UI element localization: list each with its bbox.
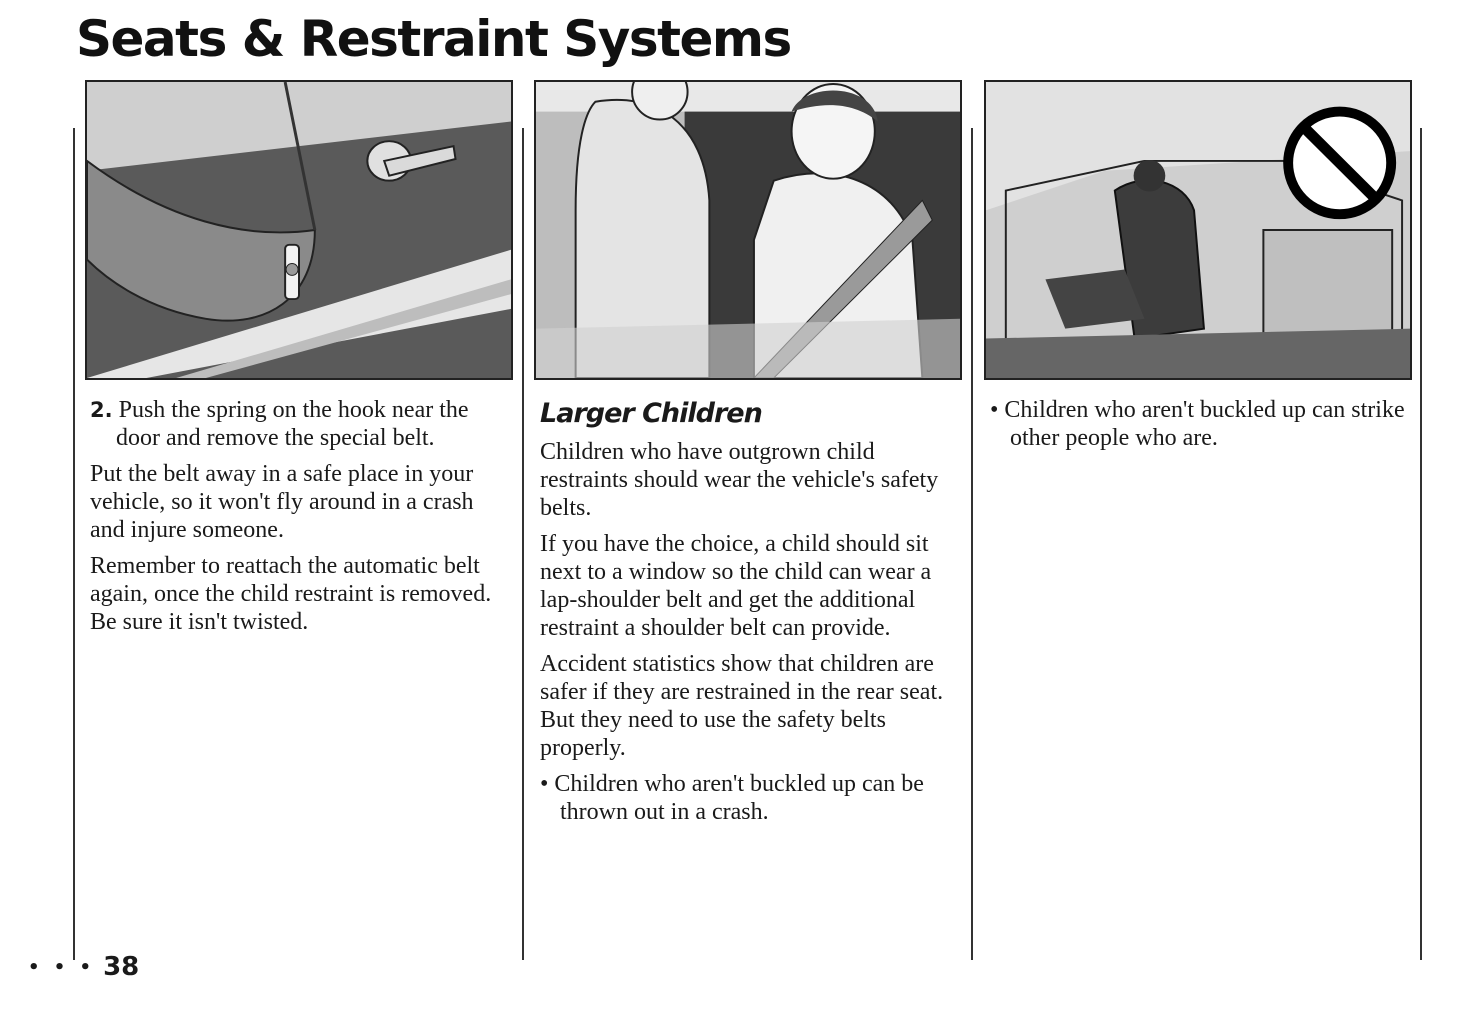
paragraph: Children who have outgrown child restraints should wear the vehicle's safety belts. [540,439,939,521]
figure-unbuckled-warning-illustration [984,80,1412,380]
page-title: Seats & Restraint Systems [76,10,791,68]
step-2-text: Push the spring on the hook near the door and remove the special belt. [116,397,469,451]
column-divider-2 [522,128,524,960]
page-number-value: 38 [103,952,140,982]
column-divider-1 [73,128,75,960]
step-number: 2. [90,398,113,422]
paragraph: Accident statistics show that children are safer if they are restrained in the rear seat. But they need to use the safety belts properly. [540,651,944,761]
page-number [28,952,139,982]
paragraph: Put the belt away in a safe place in your vehicle, so it won't fly around in a crash and injure someone. [90,461,474,543]
bullet-item: • Children who aren't buckled up can be thrown out in a crash. [540,771,924,825]
bullet-item: • Children who aren't buckled up can strike other people who are. [990,397,1405,451]
figure-larger-children-illustration [534,80,962,380]
step-2 [90,396,510,452]
paragraph: If you have the choice, a child should sit next to a window so the child can wear a lap-shoulder belt and get the additional restraint a shoulder belt can provide. [540,531,932,641]
bullet-text: Children who aren't buckled up can strike other people who are. [1004,397,1405,451]
column-1-text [90,396,510,644]
page-number-dots: • • • [28,957,96,978]
paragraph: Remember to reattach the automatic belt again, once the child restraint is removed. Be sure it isn't twisted. [90,553,492,635]
bullet-text: Children who aren't buckled up can be thrown out in a crash. [554,771,924,825]
column-2-text [540,396,962,834]
column-divider-3 [971,128,973,960]
column-divider-4 [1420,128,1422,960]
section-heading-larger-children: Larger Children [540,398,762,429]
column-3-text [990,396,1410,460]
figure-door-hook-illustration [85,80,513,380]
